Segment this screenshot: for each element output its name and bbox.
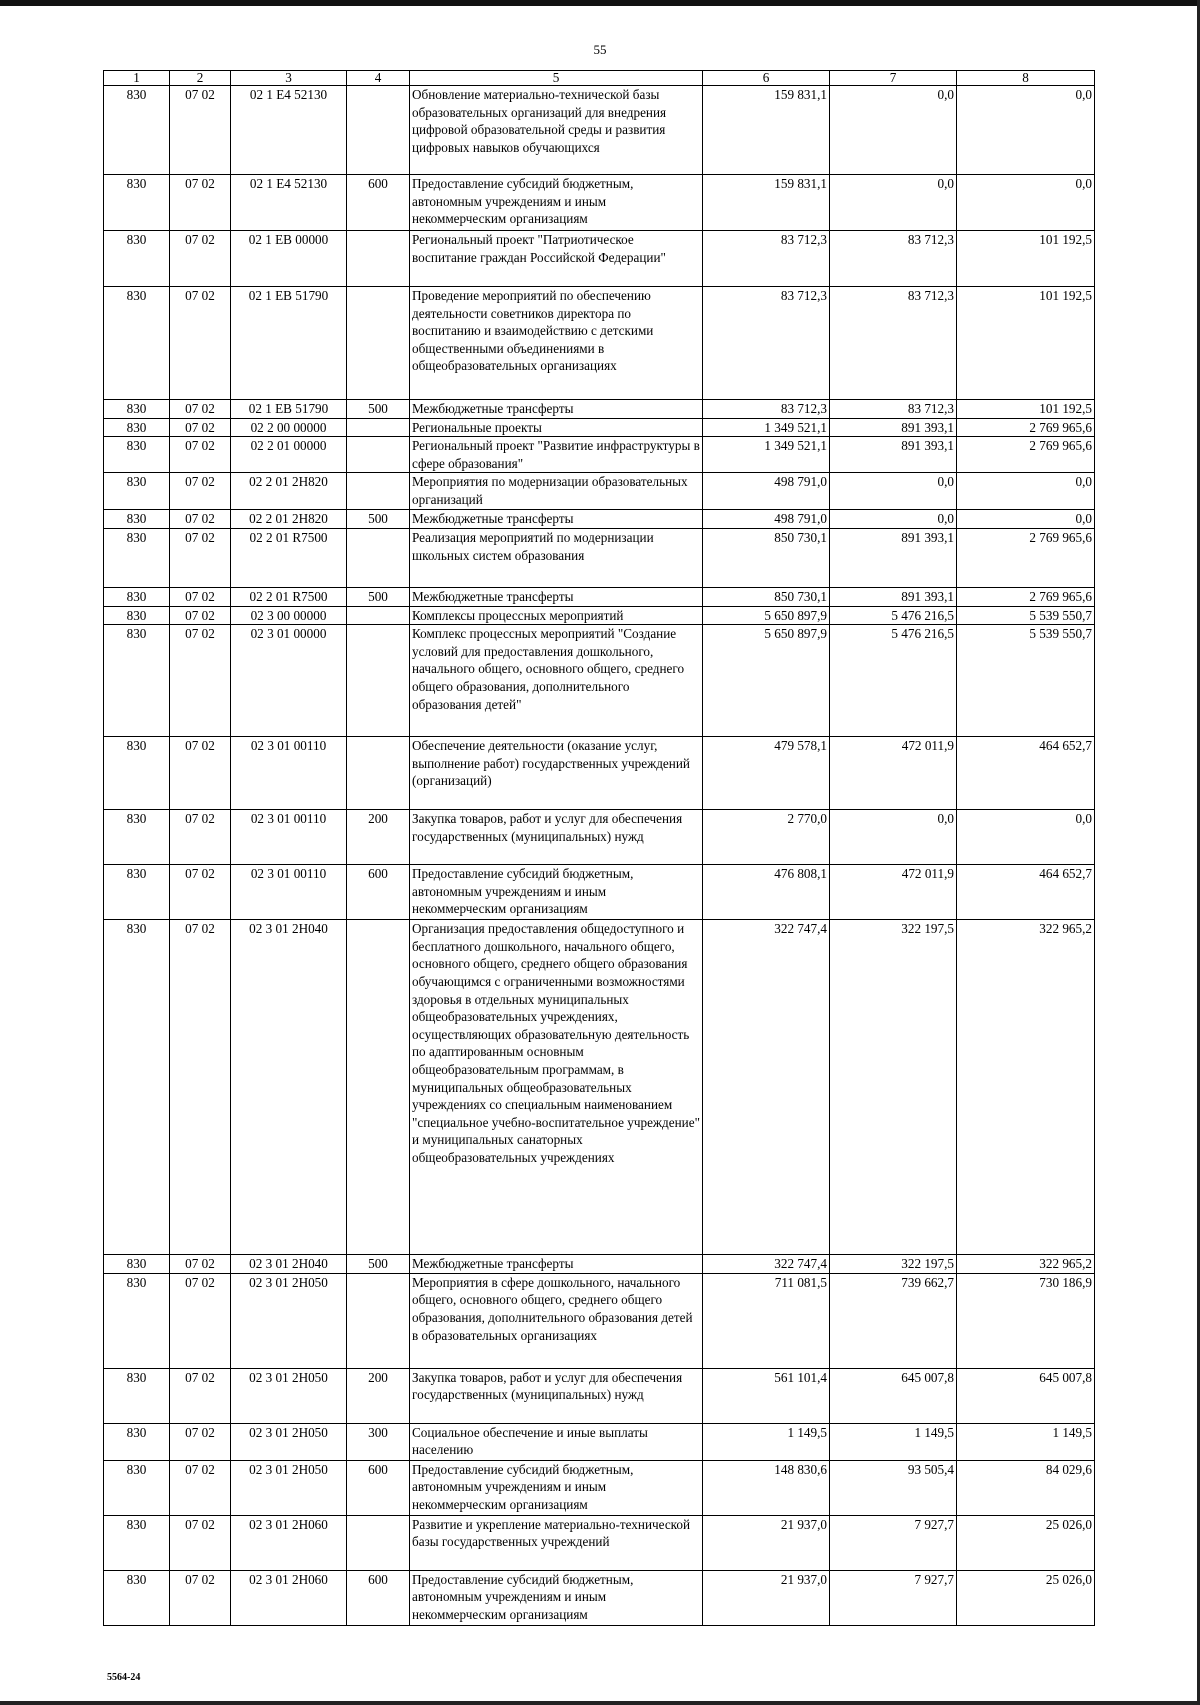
cell-ministry-code: 830: [104, 400, 170, 419]
cell-amount-col6: 21 937,0: [703, 1570, 830, 1625]
table-row: [104, 920, 1095, 1255]
cell-ministry-code: 830: [104, 625, 170, 737]
cell-amount-col8: 84 029,6: [957, 1460, 1095, 1515]
cell-target-code: 02 2 01 2H820: [231, 510, 347, 529]
cell-amount-col8: 0,0: [957, 86, 1095, 175]
table-row: [104, 1273, 1095, 1368]
cell-ministry-code: 830: [104, 510, 170, 529]
cell-amount-col6: 5 650 897,9: [703, 625, 830, 737]
cell-section-code: 07 02: [170, 86, 231, 175]
table-row: [104, 1423, 1095, 1460]
cell-expense-type: 300: [347, 1423, 410, 1460]
table-row: [104, 1255, 1095, 1274]
table-row: [104, 175, 1095, 231]
cell-amount-col8: 101 192,5: [957, 287, 1095, 400]
cell-ministry-code: 830: [104, 920, 170, 1255]
table-row: [104, 1515, 1095, 1570]
scan-border-top: [0, 0, 1200, 6]
cell-description: Региональный проект "Развитие инфраструктуры в сфере образования": [410, 437, 703, 473]
cell-section-code: 07 02: [170, 473, 231, 510]
cell-expense-type: [347, 920, 410, 1255]
cell-amount-col7: 891 393,1: [830, 587, 957, 606]
cell-description: Обеспечение деятельности (оказание услуг, выполнение работ) государственных учреждений (организаций): [410, 737, 703, 810]
cell-target-code: 02 3 01 00110: [231, 737, 347, 810]
cell-amount-col7: 0,0: [830, 810, 957, 865]
cell-description: Межбюджетные трансферты: [410, 587, 703, 606]
cell-description: Закупка товаров, работ и услуг для обеспечения государственных (муниципальных) нужд: [410, 810, 703, 865]
cell-amount-col7: 322 197,5: [830, 920, 957, 1255]
cell-section-code: 07 02: [170, 400, 231, 419]
cell-amount-col6: 322 747,4: [703, 920, 830, 1255]
cell-target-code: 02 3 00 00000: [231, 606, 347, 625]
cell-expense-type: [347, 606, 410, 625]
cell-ministry-code: 830: [104, 231, 170, 287]
cell-ministry-code: 830: [104, 1368, 170, 1423]
cell-ministry-code: 830: [104, 1515, 170, 1570]
cell-amount-col7: 93 505,4: [830, 1460, 957, 1515]
cell-ministry-code: 830: [104, 418, 170, 437]
cell-target-code: 02 2 01 R7500: [231, 587, 347, 606]
cell-expense-type: [347, 737, 410, 810]
cell-section-code: 07 02: [170, 920, 231, 1255]
table-row: [104, 606, 1095, 625]
cell-ministry-code: 830: [104, 606, 170, 625]
cell-section-code: 07 02: [170, 587, 231, 606]
cell-target-code: 02 3 01 2H060: [231, 1570, 347, 1625]
cell-ministry-code: 830: [104, 175, 170, 231]
cell-description: Закупка товаров, работ и услуг для обеспечения государственных (муниципальных) нужд: [410, 1368, 703, 1423]
cell-ministry-code: 830: [104, 810, 170, 865]
cell-section-code: 07 02: [170, 1570, 231, 1625]
cell-section-code: 07 02: [170, 810, 231, 865]
cell-amount-col8: 101 192,5: [957, 400, 1095, 419]
cell-amount-col8: 464 652,7: [957, 865, 1095, 920]
cell-amount-col8: 101 192,5: [957, 231, 1095, 287]
cell-expense-type: [347, 1273, 410, 1368]
cell-amount-col8: 5 539 550,7: [957, 606, 1095, 625]
cell-section-code: 07 02: [170, 1460, 231, 1515]
cell-section-code: 07 02: [170, 1255, 231, 1274]
cell-description: Развитие и укрепление материально-технической базы государственных учреждений: [410, 1515, 703, 1570]
cell-amount-col8: 2 769 965,6: [957, 418, 1095, 437]
cell-amount-col6: 5 650 897,9: [703, 606, 830, 625]
cell-expense-type: 200: [347, 810, 410, 865]
cell-amount-col8: 0,0: [957, 510, 1095, 529]
cell-amount-col7: 891 393,1: [830, 418, 957, 437]
cell-target-code: 02 3 01 2H040: [231, 1255, 347, 1274]
cell-ministry-code: 830: [104, 865, 170, 920]
cell-amount-col6: 159 831,1: [703, 86, 830, 175]
cell-amount-col6: 83 712,3: [703, 231, 830, 287]
cell-description: Региональные проекты: [410, 418, 703, 437]
cell-amount-col8: 5 539 550,7: [957, 625, 1095, 737]
header-cell: 7: [830, 71, 957, 86]
cell-amount-col8: 464 652,7: [957, 737, 1095, 810]
document-code: 5564-24: [107, 1672, 141, 1683]
cell-target-code: 02 2 01 2H820: [231, 473, 347, 510]
cell-description: Проведение мероприятий по обеспечению деятельности советников директора по воспитанию и взаимодействию с детскими общественными объединениями в общеобразовательных организациях: [410, 287, 703, 400]
cell-amount-col8: 2 769 965,6: [957, 587, 1095, 606]
cell-expense-type: [347, 86, 410, 175]
cell-description: Организация предоставления общедоступного и бесплатного дошкольного, начального общего, основного общего, среднего общего образования обучающимся с ограниченными возможностями здоровья в отдельных муниципальных общеобразовательных учреждениях, осуществляющих образовательную деятельность по адаптированным основным общеобразовательным программам, в муниципальных общеобразовательных учреждениях со специальным наименованием "специальное учебно-воспитательное учреждение" и муниципальных санаторных общеобразовательных учреждениях: [410, 920, 703, 1255]
cell-description: Реализация мероприятий по модернизации школьных систем образования: [410, 528, 703, 587]
cell-amount-col6: 498 791,0: [703, 510, 830, 529]
table-row: [104, 865, 1095, 920]
cell-amount-col7: 7 927,7: [830, 1515, 957, 1570]
cell-amount-col8: 2 769 965,6: [957, 437, 1095, 473]
cell-amount-col8: 25 026,0: [957, 1515, 1095, 1570]
cell-ministry-code: 830: [104, 1273, 170, 1368]
cell-ministry-code: 830: [104, 287, 170, 400]
cell-section-code: 07 02: [170, 287, 231, 400]
table-row: [104, 528, 1095, 587]
cell-amount-col7: 83 712,3: [830, 287, 957, 400]
cell-target-code: 02 1 E4 52130: [231, 175, 347, 231]
cell-description: Мероприятия в сфере дошкольного, начального общего, основного общего, среднего общего образования, дополнительного образования детей в образовательных организациях: [410, 1273, 703, 1368]
cell-amount-col6: 322 747,4: [703, 1255, 830, 1274]
table-row: [104, 1570, 1095, 1625]
cell-amount-col7: 472 011,9: [830, 737, 957, 810]
table-row: [104, 86, 1095, 175]
cell-section-code: 07 02: [170, 418, 231, 437]
cell-expense-type: 600: [347, 175, 410, 231]
cell-target-code: 02 3 01 2H050: [231, 1273, 347, 1368]
cell-amount-col8: 0,0: [957, 175, 1095, 231]
cell-ministry-code: 830: [104, 1460, 170, 1515]
cell-description: Предоставление субсидий бюджетным, автономным учреждениям и иным некоммерческим организациям: [410, 865, 703, 920]
budget-table: [103, 70, 1095, 1626]
cell-expense-type: 200: [347, 1368, 410, 1423]
cell-amount-col6: 479 578,1: [703, 737, 830, 810]
cell-description: Комплекс процессных мероприятий "Создание условий для предоставления дошкольного, начального общего, основного общего, среднего общего образования, дополнительного образования детей": [410, 625, 703, 737]
cell-amount-col7: 891 393,1: [830, 437, 957, 473]
cell-expense-type: [347, 1515, 410, 1570]
cell-amount-col6: 148 830,6: [703, 1460, 830, 1515]
header-cell: 2: [170, 71, 231, 86]
cell-amount-col6: 83 712,3: [703, 400, 830, 419]
cell-amount-col7: 83 712,3: [830, 400, 957, 419]
cell-amount-col7: 5 476 216,5: [830, 625, 957, 737]
table-row: [104, 400, 1095, 419]
header-cell: 3: [231, 71, 347, 86]
table-row: [104, 810, 1095, 865]
cell-amount-col7: 891 393,1: [830, 528, 957, 587]
cell-section-code: 07 02: [170, 1368, 231, 1423]
cell-amount-col7: 322 197,5: [830, 1255, 957, 1274]
header-cell: 8: [957, 71, 1095, 86]
cell-amount-col7: 0,0: [830, 175, 957, 231]
scan-border-bottom: [0, 1701, 1200, 1705]
cell-amount-col6: 1 149,5: [703, 1423, 830, 1460]
cell-ministry-code: 830: [104, 1570, 170, 1625]
cell-amount-col6: 711 081,5: [703, 1273, 830, 1368]
table-row: [104, 1460, 1095, 1515]
cell-amount-col6: 476 808,1: [703, 865, 830, 920]
cell-expense-type: [347, 437, 410, 473]
cell-target-code: 02 2 01 R7500: [231, 528, 347, 587]
cell-amount-col7: 0,0: [830, 510, 957, 529]
cell-section-code: 07 02: [170, 1423, 231, 1460]
table-row: [104, 625, 1095, 737]
cell-section-code: 07 02: [170, 1515, 231, 1570]
cell-amount-col6: 561 101,4: [703, 1368, 830, 1423]
cell-section-code: 07 02: [170, 1273, 231, 1368]
cell-amount-col8: 1 149,5: [957, 1423, 1095, 1460]
cell-ministry-code: 830: [104, 1423, 170, 1460]
cell-ministry-code: 830: [104, 587, 170, 606]
cell-expense-type: [347, 528, 410, 587]
cell-amount-col7: 472 011,9: [830, 865, 957, 920]
cell-amount-col6: 850 730,1: [703, 587, 830, 606]
table-row: [104, 418, 1095, 437]
cell-section-code: 07 02: [170, 437, 231, 473]
cell-target-code: 02 1 EB 51790: [231, 287, 347, 400]
cell-target-code: 02 1 E4 52130: [231, 86, 347, 175]
cell-amount-col8: 322 965,2: [957, 920, 1095, 1255]
table-row: [104, 287, 1095, 400]
header-row: [104, 71, 1095, 86]
cell-target-code: 02 3 01 00110: [231, 865, 347, 920]
header-cell: 5: [410, 71, 703, 86]
cell-description: Обновление материально-технической базы образовательных организаций для внедрения цифровой образовательной среды и развития цифровых навыков обучающихся: [410, 86, 703, 175]
cell-amount-col6: 21 937,0: [703, 1515, 830, 1570]
cell-amount-col6: 2 770,0: [703, 810, 830, 865]
cell-description: Межбюджетные трансферты: [410, 510, 703, 529]
table-row: [104, 1368, 1095, 1423]
cell-description: Комплексы процессных мероприятий: [410, 606, 703, 625]
cell-section-code: 07 02: [170, 231, 231, 287]
cell-expense-type: 600: [347, 865, 410, 920]
cell-amount-col6: 159 831,1: [703, 175, 830, 231]
header-cell: 4: [347, 71, 410, 86]
page-number: 55: [593, 42, 607, 57]
table-row: [104, 737, 1095, 810]
cell-amount-col8: 2 769 965,6: [957, 528, 1095, 587]
cell-ministry-code: 830: [104, 528, 170, 587]
cell-description: Межбюджетные трансферты: [410, 1255, 703, 1274]
table-row: [104, 231, 1095, 287]
cell-amount-col7: 1 149,5: [830, 1423, 957, 1460]
cell-amount-col8: 25 026,0: [957, 1570, 1095, 1625]
cell-amount-col6: 850 730,1: [703, 528, 830, 587]
cell-expense-type: 500: [347, 400, 410, 419]
cell-target-code: 02 3 01 00000: [231, 625, 347, 737]
table-row: [104, 510, 1095, 529]
cell-target-code: 02 1 EB 51790: [231, 400, 347, 419]
cell-expense-type: [347, 473, 410, 510]
cell-amount-col7: 83 712,3: [830, 231, 957, 287]
cell-target-code: 02 1 EB 00000: [231, 231, 347, 287]
cell-target-code: 02 3 01 2H050: [231, 1368, 347, 1423]
cell-section-code: 07 02: [170, 865, 231, 920]
cell-amount-col6: 498 791,0: [703, 473, 830, 510]
table-row: [104, 473, 1095, 510]
header-cell: 1: [104, 71, 170, 86]
cell-amount-col8: 322 965,2: [957, 1255, 1095, 1274]
cell-section-code: 07 02: [170, 606, 231, 625]
cell-amount-col6: 1 349 521,1: [703, 437, 830, 473]
cell-expense-type: [347, 231, 410, 287]
cell-target-code: 02 3 01 2H050: [231, 1460, 347, 1515]
cell-expense-type: 500: [347, 510, 410, 529]
cell-description: Мероприятия по модернизации образовательных организаций: [410, 473, 703, 510]
cell-description: Предоставление субсидий бюджетным, автономным учреждениям и иным некоммерческим организациям: [410, 1570, 703, 1625]
header-cell: 6: [703, 71, 830, 86]
cell-target-code: 02 3 01 2H060: [231, 1515, 347, 1570]
cell-ministry-code: 830: [104, 437, 170, 473]
cell-target-code: 02 2 00 00000: [231, 418, 347, 437]
cell-expense-type: 500: [347, 587, 410, 606]
cell-target-code: 02 2 01 00000: [231, 437, 347, 473]
cell-amount-col8: 645 007,8: [957, 1368, 1095, 1423]
cell-amount-col7: 5 476 216,5: [830, 606, 957, 625]
cell-section-code: 07 02: [170, 625, 231, 737]
cell-expense-type: [347, 625, 410, 737]
cell-description: Социальное обеспечение и иные выплаты населению: [410, 1423, 703, 1460]
cell-section-code: 07 02: [170, 737, 231, 810]
cell-amount-col7: 739 662,7: [830, 1273, 957, 1368]
cell-ministry-code: 830: [104, 473, 170, 510]
cell-expense-type: 500: [347, 1255, 410, 1274]
cell-description: Предоставление субсидий бюджетным, автономным учреждениям и иным некоммерческим организациям: [410, 175, 703, 231]
table-row: [104, 587, 1095, 606]
cell-section-code: 07 02: [170, 175, 231, 231]
cell-amount-col8: 730 186,9: [957, 1273, 1095, 1368]
cell-expense-type: [347, 418, 410, 437]
cell-amount-col7: 0,0: [830, 86, 957, 175]
cell-amount-col8: 0,0: [957, 473, 1095, 510]
cell-target-code: 02 3 01 2H040: [231, 920, 347, 1255]
cell-description: Межбюджетные трансферты: [410, 400, 703, 419]
cell-target-code: 02 3 01 2H050: [231, 1423, 347, 1460]
cell-ministry-code: 830: [104, 737, 170, 810]
cell-amount-col7: 7 927,7: [830, 1570, 957, 1625]
cell-section-code: 07 02: [170, 510, 231, 529]
table-row: [104, 437, 1095, 473]
cell-amount-col6: 83 712,3: [703, 287, 830, 400]
cell-amount-col6: 1 349 521,1: [703, 418, 830, 437]
cell-ministry-code: 830: [104, 1255, 170, 1274]
cell-target-code: 02 3 01 00110: [231, 810, 347, 865]
cell-expense-type: 600: [347, 1460, 410, 1515]
cell-section-code: 07 02: [170, 528, 231, 587]
cell-expense-type: 600: [347, 1570, 410, 1625]
cell-amount-col7: 0,0: [830, 473, 957, 510]
cell-expense-type: [347, 287, 410, 400]
cell-amount-col8: 0,0: [957, 810, 1095, 865]
cell-description: Региональный проект "Патриотическое воспитание граждан Российской Федерации": [410, 231, 703, 287]
cell-description: Предоставление субсидий бюджетным, автономным учреждениям и иным некоммерческим организациям: [410, 1460, 703, 1515]
cell-amount-col7: 645 007,8: [830, 1368, 957, 1423]
cell-ministry-code: 830: [104, 86, 170, 175]
